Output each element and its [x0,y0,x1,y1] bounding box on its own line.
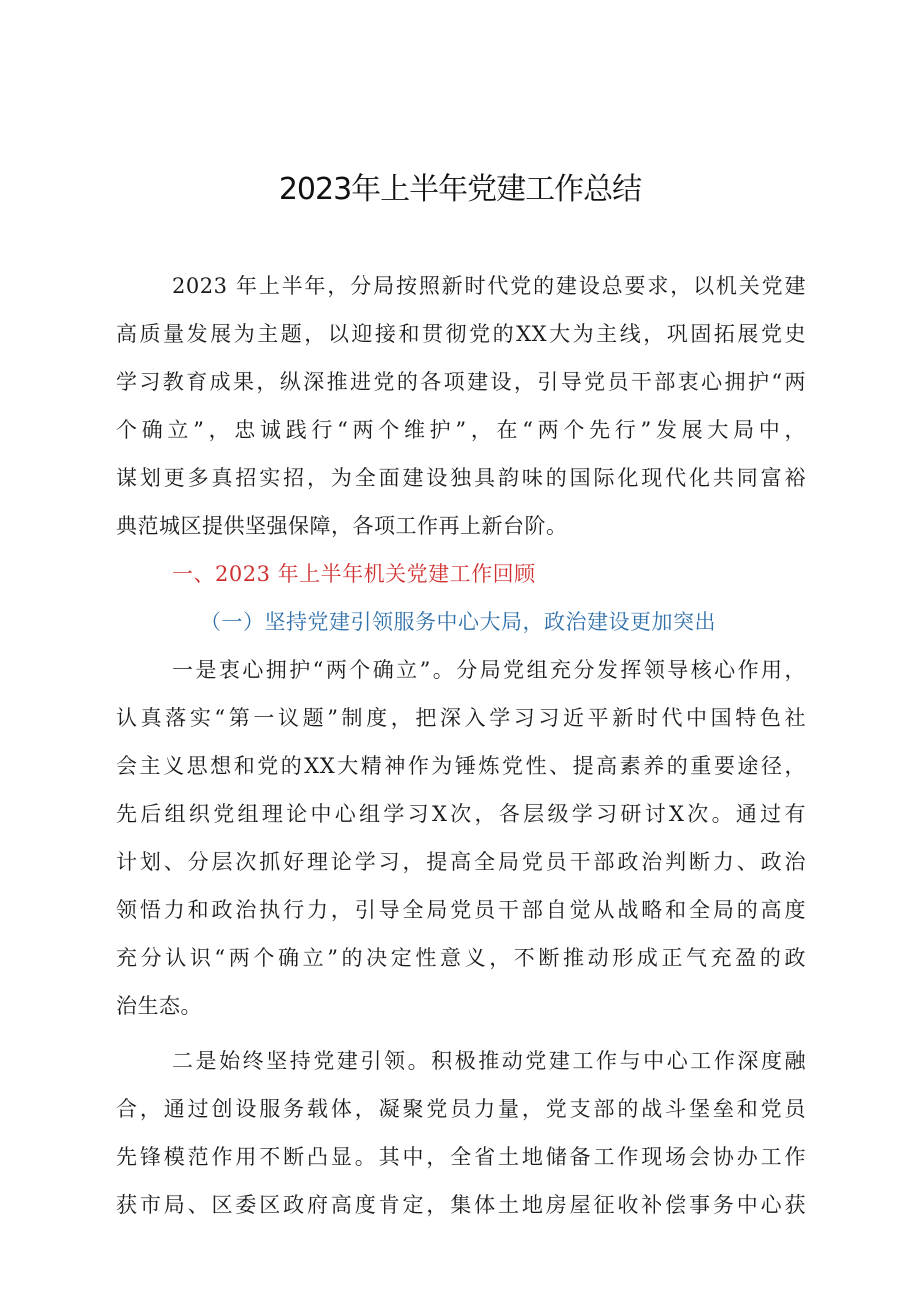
paragraph-line: 充分认识“两个确立”的决定性意义，不断推动形成正气充盈的政 [116,946,806,970]
paragraph-line: 治生态。 [116,994,202,1018]
document-title: 2023年上半年党建工作总结 [278,172,642,207]
paragraph-line: 高质量发展为主题，以迎接和贯彻党的XX大为主线，巩固拓展党史 [116,322,806,346]
paragraph-line: 认真落实“第一议题”制度，把深入学习习近平新时代中国特色社 [116,706,806,730]
section-heading: 一、2023 年上半年机关党建工作回顾 [172,562,536,586]
paragraph-line: 学习教育成果，纵深推进党的各项建设，引导党员干部衷心拥护“两 [116,370,806,394]
paragraph-line: 合，通过创设服务载体，凝聚党员力量，党支部的战斗堡垒和党员 [116,1097,806,1121]
paragraph-line: 2023 年上半年，分局按照新时代党的建设总要求，以机关党建 [172,274,806,298]
document-body [116,262,806,1229]
paragraph-line: 计划、分层次抓好理论学习，提高全局党员干部政治判断力、政治 [116,850,806,874]
paragraph-line: 领悟力和政治执行力，引导全局党员干部自觉从战略和全局的高度 [116,898,806,922]
intro-paragraph [116,262,806,550]
paragraph-one [116,646,806,1030]
paragraph-line: 二是始终坚持党建引领。积极推动党建工作与中心工作深度融 [172,1049,806,1073]
paragraph-line: 获市局、区委区政府高度肯定，集体土地房屋征收补偿事务中心获 [116,1193,806,1217]
paragraph-line: 先后组织党组理论中心组学习X次，各层级学习研讨X次。通过有 [116,802,806,826]
paragraph-gap [116,1030,806,1037]
paragraph-line: 一是衷心拥护“两个确立”。分局党组充分发挥领导核心作用， [172,658,806,682]
paragraph-line: 先锋模范作用不断凸显。其中，全省土地储备工作现场会协办工作 [116,1145,806,1169]
paragraph-two [116,1037,806,1229]
paragraph-line: 谋划更多真招实招，为全面建设独具韵味的国际化现代化共同富裕 [116,466,806,490]
paragraph-line: 个确立”，忠诚践行“两个维护”，在“两个先行”发展大局中， [116,418,806,442]
paragraph-line: 会主义思想和党的XX大精神作为锤炼党性、提高素养的重要途径， [116,754,806,778]
paragraph-line: 典范城区提供坚强保障，各项工作再上新台阶。 [116,514,568,538]
subsection-heading: （一）坚持党建引领服务中心大局，政治建设更加突出 [200,610,716,634]
